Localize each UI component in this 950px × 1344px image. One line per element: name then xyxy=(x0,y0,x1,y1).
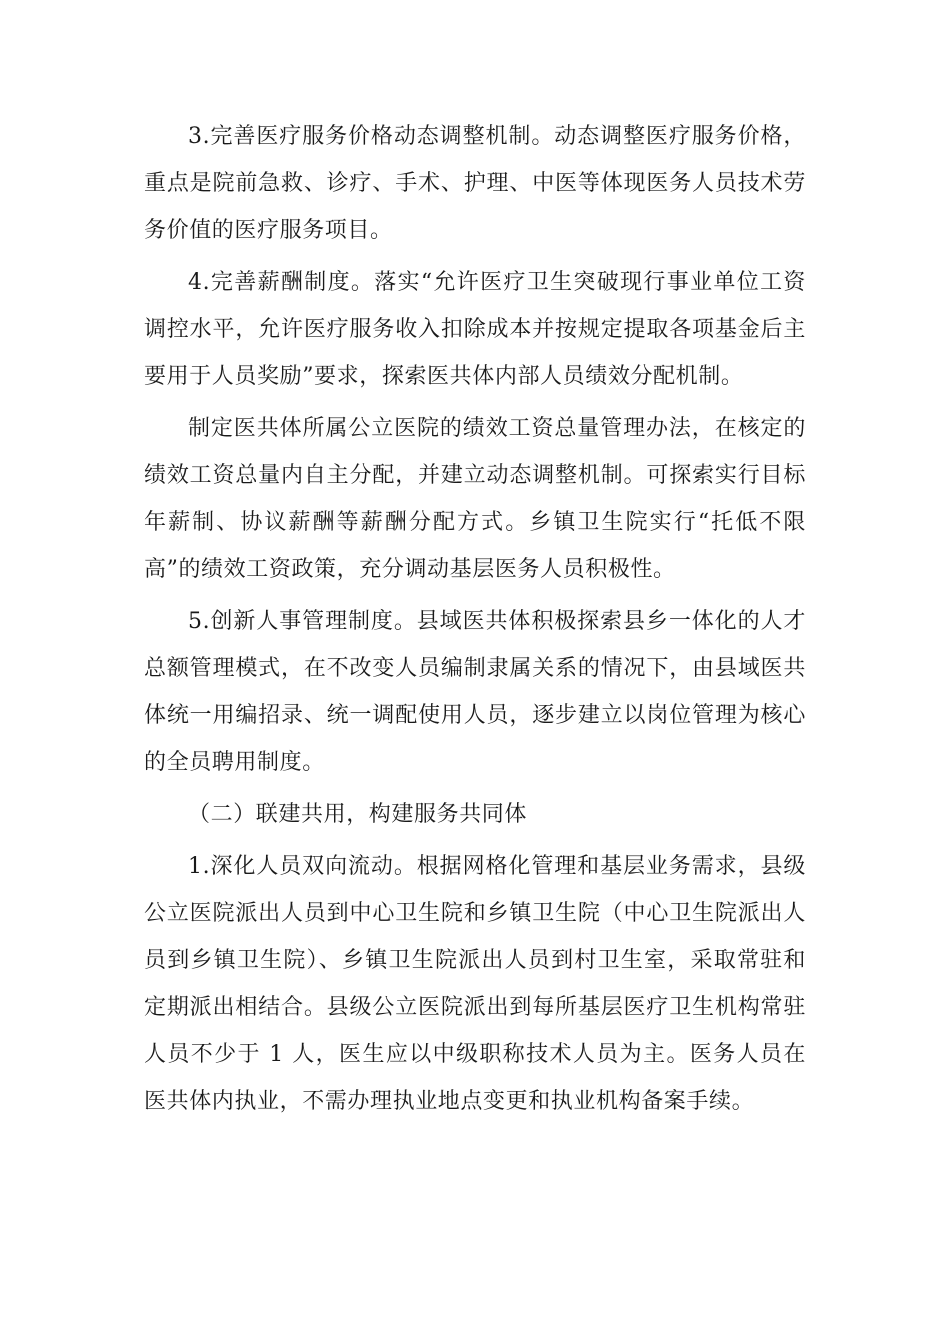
paragraph-personnel-management: 5.创新人事管理制度。县域医共体积极探索县乡一体化的人才总额管理模式，在不改变人员编制隶属关系的情况下，由县域医共体统一用编招录、统一调配使用人员，逐步建立以岗位管理为核心的全员聘用制度。 xyxy=(144,609,806,775)
paragraph-performance-pay: 制定医共体所属公立医院的绩效工资总量管理办法，在核定的绩效工资总量内自主分配，并建立动态调整机制。可探索实行目标年薪制、协议薪酬等薪酬分配方式。乡镇卫生院实行“托低不限高”的绩效工资政策，充分调动基层医务人员积极性。 xyxy=(144,416,806,582)
paragraph-salary-system: 4.完善薪酬制度。落实“允许医疗卫生突破现行事业单位工资调控水平，允许医疗服务收入扣除成本并按规定提取各项基金后主要用于人员奖励”要求，探索医共体内部人员绩效分配机制。 xyxy=(144,270,806,389)
section-heading-service-community: （二）联建共用，构建服务共同体 xyxy=(188,802,528,827)
document-body xyxy=(144,113,806,1130)
paragraph-staff-flow: 1.深化人员双向流动。根据网格化管理和基层业务需求，县级公立医院派出人员到中心卫生院和乡镇卫生院（中心卫生院派出人员到乡镇卫生院）、乡镇卫生院派出人员到村卫生室，采取常驻和定期派出相结合。县级公立医院派出到每所基层医疗卫生机构常驻人员不少于 1 人，医生应以中级职称技术人员为主。医务人员在医共体内执业，不需办理执业地点变更和执业机构备案手续。 xyxy=(144,854,806,1114)
paragraph-price-adjustment: 3.完善医疗服务价格动态调整机制。动态调整医疗服务价格，重点是院前急救、诊疗、手术、护理、中医等体现医务人员技术劳务价值的医疗服务项目。 xyxy=(144,124,806,243)
